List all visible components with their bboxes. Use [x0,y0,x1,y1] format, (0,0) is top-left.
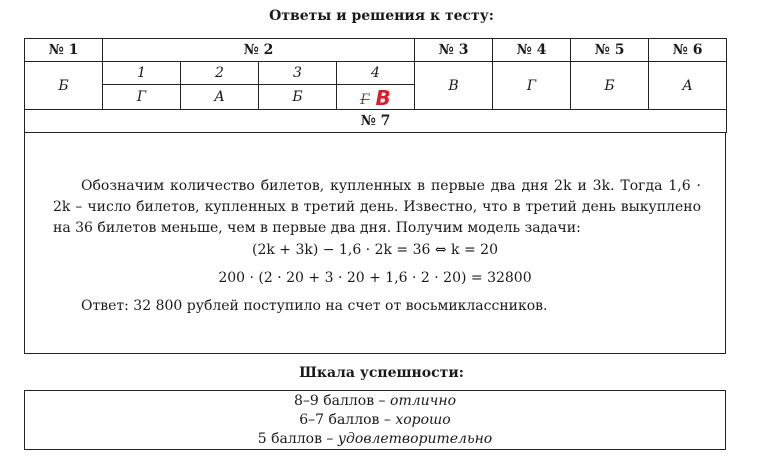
header-row [25,39,727,62]
answer-task-5: Б [571,62,649,110]
header-task-3: № 3 [415,39,493,62]
solution-equation-1: (2k + 3k) − 1,6 · 2k = 36 ⇔ k = 20 [252,242,498,258]
answer-task-4: Г [493,62,571,110]
header-task-6: № 6 [649,39,727,62]
task2-sub-4: 4 [337,62,415,85]
task2-answer-1: Г [103,85,181,110]
scale-row [25,430,725,449]
crossed-out-answer: Г [360,92,370,108]
answer-task-1: Б [25,62,103,110]
header-task-1: № 1 [25,39,103,62]
task2-sub-2: 2 [181,62,259,85]
scale-row [25,411,725,430]
answer-task-6: А [649,62,727,110]
scale-points: 5 баллов – [257,431,338,447]
scale-row [25,392,725,411]
task7-solution [24,132,726,354]
page-title: Ответы и решения к тесту: [269,8,494,24]
task7-header-row [25,110,727,133]
header-task-7: № 7 [25,110,727,133]
answers-table [24,38,727,133]
solution-equation-2: 200 · (2 · 20 + 3 · 20 + 1,6 · 2 · 20) = 32800 [218,270,532,286]
task2-answer-4 [337,85,415,110]
header-task-4: № 4 [493,39,571,62]
scale-points: 6–7 баллов – [299,412,396,428]
task2-sub-1: 1 [103,62,181,85]
handwritten-correction: В [375,86,391,110]
task2-answer-3: Б [259,85,337,110]
solution-answer: Ответ: 32 800 рублей поступило на счет от восьмиклассников. [81,298,548,314]
answers-row-top [25,62,727,85]
task2-answer-2: А [181,85,259,110]
scale-title: Шкала успешности: [299,365,464,381]
scale-grade: удовлетворительно [337,431,493,447]
answer-task-3: В [415,62,493,110]
task2-sub-3: 3 [259,62,337,85]
scale-points: 8–9 баллов – [293,393,391,409]
scale-grade: отлично [390,393,457,409]
header-task-2: № 2 [103,39,415,62]
solution-paragraph: Обозначим количество билетов, купленных в первые два дня 2k и 3k. Тогда 1,6 · 2k – число билетов, купленных в третий день. Известно, что в третий день выкуплено на 36 билетов меньше, чем в первые два дня. Получим модель задачи: [53,178,701,236]
success-scale [24,390,726,450]
header-task-5: № 5 [571,39,649,62]
scale-grade: хорошо [395,412,451,428]
